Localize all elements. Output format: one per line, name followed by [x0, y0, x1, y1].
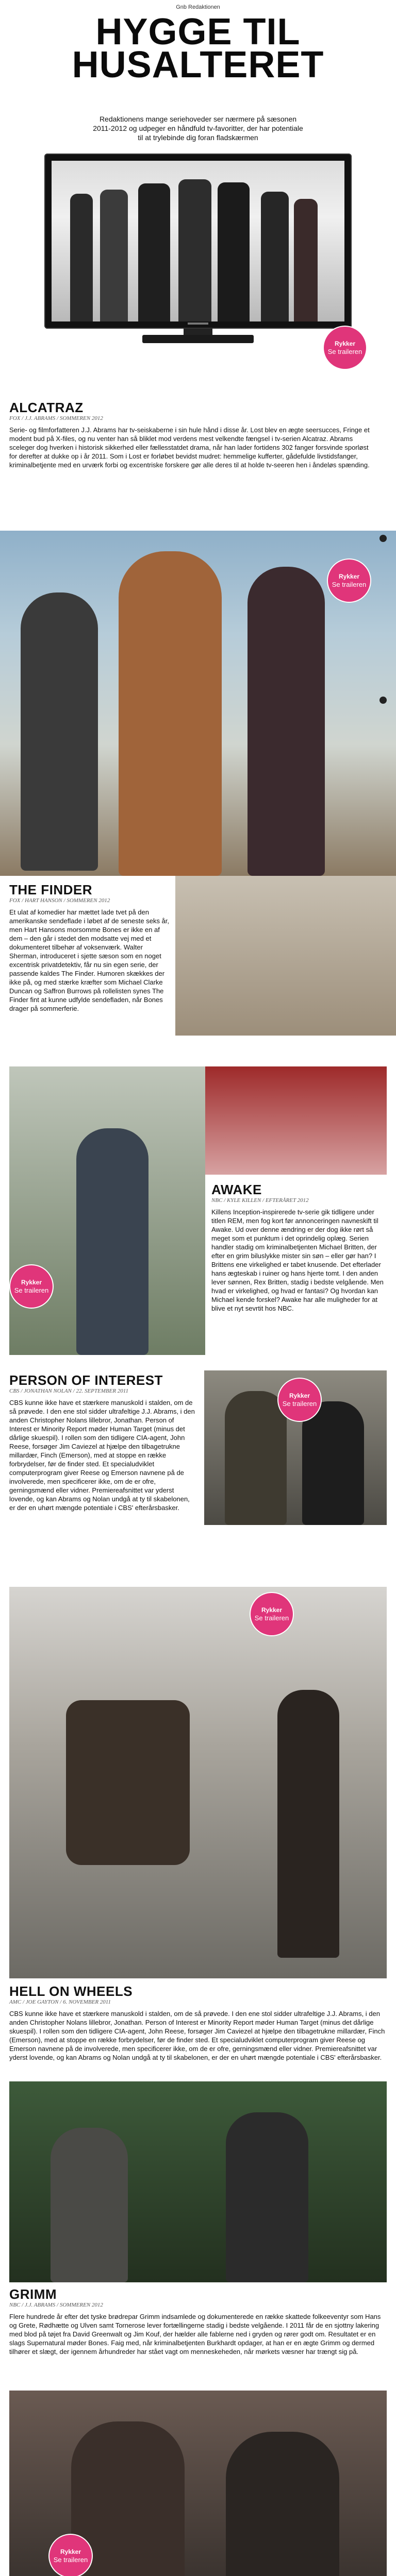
cast-figure [51, 2128, 128, 2282]
badge-sublabel: Se traileren [254, 1614, 289, 1622]
section-meta-awake: NBC / KYLE KILLEN / EFTERÅRET 2012 [211, 1197, 309, 1204]
cast-figure [218, 182, 250, 321]
badge-sublabel: Se traileren [332, 581, 367, 588]
page-title-line-2: HUSALTERET [72, 44, 324, 86]
tv-brand-logo [188, 323, 208, 325]
nav-dot[interactable] [380, 697, 387, 704]
badge-label: Rykker [60, 2548, 81, 2555]
trailer-badge[interactable] [251, 1593, 293, 1635]
badge-label: Rykker [21, 1279, 42, 1286]
cast-figure [302, 1401, 364, 1525]
cast-figure [178, 179, 211, 321]
hell-on-wheels-photo [9, 1587, 387, 1978]
section-body-alcatraz: Serie- og filmforfatteren J.J. Abrams har tv-seiskaberne i sin hule hånd i disse år. Lost blev en ægte seersucces, Fringe et modent bud på X-files, og nu venter han så bliklet mod verdens mest velkendte fængsel i tv-serien Alcatraz. Abrams sceleger dog hverken i historisk sikkerhed eller fællesstatdet drama, når han lader fortidens 302 fanger forsvinde sporløst for derefter at dukke op i år 2011. Som i Lost er forløbet bevidst mudret: hemmelige kufferter, gådefulde livstidsfanger, kriminalbetjente med en urværk forbi og excentriske forskere gør alle deres til at holde tv-seeren hen i åndeløs spænding. [9, 426, 370, 469]
cast-figure [248, 567, 325, 876]
tv-illustration [44, 154, 352, 347]
tv-screen-image [52, 161, 344, 321]
cast-figure [21, 592, 98, 871]
cast-figure [100, 190, 128, 321]
cast-figure [261, 192, 289, 321]
tv-stand-base [142, 335, 254, 343]
section-title-grimm: GRIMM [9, 2286, 57, 2302]
awake-photo [9, 1066, 205, 1355]
cast-figure [76, 1128, 148, 1355]
tv-frame [44, 154, 352, 329]
badge-label: Rykker [338, 573, 360, 580]
cast-figure [277, 1690, 339, 1958]
awake-photo-secondary [205, 1066, 387, 1175]
cast-figure [294, 199, 318, 321]
section-meta-how: AMC / JOE GAYTON / 6. NOVEMBER 2011 [9, 1999, 111, 2005]
section-body-poi: CBS kunne ikke have et stærkere manuskold i stalden, om de så prøvede. I den ene stol sidder ultrafeltige J.J. Abrams, i den anden Christopher Nolans lillebror, Jonathan. Person of Interest er Minority Report møder Human Target (minus det dårlige skuespil). I rollen som den tidligere CIA-agent, John Reese, forsøger Jim Caviezel at hjælpe den tilbagetrukne millardær, Finch (Emerson), med at stoppe en række forbrydelser, før de finder sted. Et specialudviklet computerprogram giver Reese og Emerson navnene på de involverede, men specificerer ikke, om de er ofre, gerningsmænd eller vidner. Premiereafsnittet var yderst lovende, og kan Abrams og Nolan undgå at ty til skabelonen, er der en uhørt mængde potentiale i CBS' efterårsbasker. [9, 1399, 195, 1512]
badge-sublabel: Se traileren [282, 1400, 317, 1408]
section-body-awake: Killens Inception-inspirerede tv-serie gik tidligere under titlen REM, men fog kort før annonceringen navneskift til Awake. Ud over denne ændring er der dog ikke rørt så meget som et punktum i det oprindelig oplæg. Serien handler stadig om kriminalbetjenten Michael Britten, der efter en grim biluslykke mister sin søn – eller gør han? I Brittens ene virkelighed er tabet knusende. Det efterlader hans ægteskab i ruiner og hans hjerte tomt. I den anden lever sønnen, Rex Britten, stadig i bedste velgående. Men hvad er virkelighed, og hvad er fantasi? Og hvordan kan Michael kende forskel? Awake har alle muligheder for at blive et nyt sevrtit hos NBC. [211, 1208, 384, 1312]
badge-sublabel: Se traileren [327, 348, 362, 355]
cast-figure [226, 2432, 339, 2576]
section-meta-poi: CBS / JONATHAN NOLAN / 22. SEPTEMBER 2011 [9, 1388, 128, 1394]
cast-figure [225, 1391, 287, 1525]
kicker: Gnb Redaktionen [176, 4, 220, 10]
trailer-badge[interactable] [50, 2535, 92, 2576]
section-meta-finder: FOX / HART HANSON / SOMMEREN 2012 [9, 897, 110, 904]
badge-label: Rykker [289, 1392, 310, 1399]
trailer-badge[interactable] [324, 327, 366, 369]
page-title [0, 11, 396, 86]
finder-photo-continuation [175, 876, 396, 1036]
section-body-finder: Et ulat af komedier har mættet lade tvet på den amerikanske sendeflade i løbet af de seneste seks år, men Hart Hansons morsomme Bones er ikke en af dem – den går i stedet den modsatte vej med et dokumenteret tilbehør af voksenværk. Walter Sherman, introduceret i sjette sæson som en noget excentrisk privatdetektiv, får nu sin egen serie, der passende kaldes The Finder. Humoren skækkes der ikke på, og med stærke kræfter som Michael Clarke Duncan og Saffron Burrows på rollelisten synes The Finder fint at kunne udfylde sendefladen, når Bones drager på sommerferie. [9, 908, 170, 1012]
section-body-how: CBS kunne ikke have et stærkere manuskold i stalden, om de så prøvede. I den ene stol sidder ultrafeltige J.J. Abrams, i den anden Christopher Nolans lillebror, Jonathan. Person of Interest er Minority Report møder Human Target (minus det dårlige skuespil). I rollen som den tidligere CIA-agent, John Reese, forsøger Jim Caviezel at hjælpe den tilbagetrukne millardær, Finch (Emerson), med at stoppe en række forbrydelser, før de finder sted. Et specialudviklet computerprogram giver Reese og Emerson navnene på de involverede, men specificerer ikke, om de er ofre, gerningsmænd eller vidner. Premiereafsnittet var yderst lovende, og kan Abrams og Nolan undgå at ty til skabelonen, er der en uhørt mængde potentiale i CBS' efterårsbasker. [9, 2010, 385, 2061]
cast-figure [138, 183, 170, 321]
badge-label: Rykker [261, 1606, 283, 1614]
page-title-line-1: HYGGE TIL [95, 11, 301, 53]
section-title-how: HELL ON WHEELS [9, 1984, 133, 1999]
section-title-poi: PERSON OF INTEREST [9, 1372, 163, 1388]
cast-figure [70, 194, 93, 321]
cast-figure [226, 2112, 308, 2282]
section-meta-alcatraz: FOX / J.J. ABRAMS / SOMMEREN 2012 [9, 415, 103, 421]
section-title-awake: AWAKE [211, 1182, 262, 1197]
badge-label: Rykker [334, 340, 356, 347]
badge-sublabel: Se traileren [53, 2556, 88, 2564]
badge-sublabel: Se traileren [14, 1286, 49, 1294]
trailer-badge[interactable] [10, 1265, 53, 1308]
grimm-photo [9, 2081, 387, 2282]
cast-figure [119, 551, 222, 876]
lead-text: Redaktionens mange seriehoveder ser nærmere på sæsonen 2011-2012 og udpeger en håndfuld tv-favoritter, der har potentiale til at trylebinde dig foran fladskærmen [93, 115, 303, 142]
section-title-alcatraz: ALCATRAZ [9, 400, 84, 415]
horse-figure [66, 1700, 190, 1865]
section-meta-grimm: NBC / J.J. ABRAMS / SOMMEREN 2012 [9, 2302, 103, 2308]
trailer-badge[interactable] [328, 560, 370, 602]
nav-dot[interactable] [380, 535, 387, 542]
section-title-finder: THE FINDER [9, 882, 92, 897]
section-body-grimm: Flere hundrede år efter det tyske brødrepar Grimm indsamlede og dokumenterede en række skattede folkeeventyr som Hans og Grete, Rødhætte og Ulven samt Tornerose lever fortællingerne stadig i bedste velgående. I 2011 får de en sjottny lakering med blod på tøjet fra David Greenwalt og Jim Kouf, der hælder alle fablerne ned i gryden og rører godt om. Resultatet er en slags Supernatural møder Bones. Faig med, når kriminalbetjenten Burkhardt opdager, at han er en ægte Grimm og dermed tilhører et slægt, der igennem århundreder har stået vagt om menneskeheden, når mørkets væsner har trængt sig på. [9, 2313, 381, 2355]
trailer-badge[interactable] [278, 1379, 321, 1421]
